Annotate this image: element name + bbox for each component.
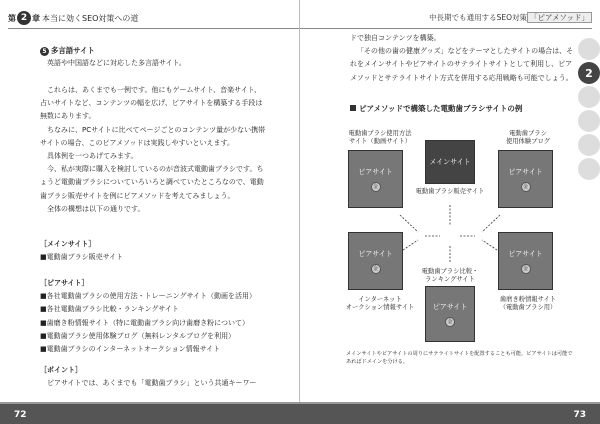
list-item: ■電動歯ブラシのインターネットオークション情報サイト — [40, 345, 221, 354]
paragraph: 「その他の歯の健康グッズ」などをテーマとしたサイトの場合は、それをメインサイトやピアサイトのサテライトサイトとして利用し、ピアメソッドとサテライトサイト方式を併用する応用戦略も可能でしょう。 — [350, 47, 574, 82]
peer-site-box-bottom-left: ピアサイト 金 — [348, 232, 403, 290]
paragraph: 今、私が実際に購入を検討しているのが音波式電動歯ブラシです。ちょうど電動歯ブラシについていろいろと調べていたところなので、電動歯ブラシ販売サイトを例にピアメソッドを考えてみましょう。 — [40, 165, 264, 200]
peer-site-block — [40, 277, 268, 356]
footer-bar — [0, 404, 300, 424]
main-site-heading: ［メインサイト］ — [40, 240, 96, 248]
paragraph: 全体の構想は以下の通りです。 — [47, 204, 145, 213]
paragraph: ドで独自コンテンツを構築。 — [350, 34, 441, 42]
page-number: 72 — [14, 410, 27, 420]
chapter-tab-active[interactable]: 2 — [578, 62, 600, 84]
point-text: ピアサイトでは、あくまでも「電動歯ブラシ」という共通キーワー — [47, 379, 257, 388]
section-block — [40, 44, 268, 70]
right-page — [300, 0, 600, 424]
peer-site-heading: ［ピアサイト］ — [40, 279, 89, 287]
list-item: ■各社電動歯ブラシの使用方法・トレーニングサイト（動画を活用） — [40, 292, 256, 301]
peer-site-box-bottom-center: ピアサイト 金 — [425, 286, 475, 342]
paragraph: 具体例を一つあげてみます。 — [47, 152, 138, 161]
list-item: ■歯磨き粉情報サイト（特に電動歯ブラシ向け歯磨き粉について） — [40, 318, 249, 327]
point-block — [40, 364, 268, 390]
label-middle: 電動歯ブラシ比較・ ランキングサイト — [421, 268, 479, 283]
main-site-block — [40, 238, 268, 264]
running-header: 中長期でも通用するSEO対策 「ピアメソッド」 — [429, 12, 592, 23]
peer-site-box-top-right: ピアサイト 金 — [498, 150, 553, 208]
coin-icon: 金 — [371, 182, 381, 192]
section-number: 5 — [40, 47, 49, 56]
coin-icon: 金 — [371, 264, 381, 274]
coin-icon: 金 — [445, 317, 455, 327]
body-text — [40, 84, 268, 216]
paragraph: ちなみに、PCサイトに比べてページごとのコンテンツ量が少ない携帯サイトの場合、このピアメソッドは実践しやすいといえます。 — [40, 125, 266, 147]
chapter-header — [8, 10, 138, 26]
diagram-caption: メインサイトやピアサイトの周りにサテライトサイトを配置することも可能。ピアサイトは可能であればドメインを分ける。 — [346, 351, 573, 365]
coin-icon: 金 — [521, 182, 531, 192]
header-rule — [8, 28, 299, 29]
label-top-left: 電動歯ブラシ使用方法 サイト（動画サイト） — [348, 130, 412, 145]
label-bottom-left: インターネット オークション情報サイト — [345, 296, 415, 311]
point-heading: ［ポイント］ — [40, 366, 82, 374]
diagram-title: ピアメソッドで構築した電動歯ブラシサイトの例 — [350, 103, 522, 114]
chapter-number: 2 — [17, 11, 31, 25]
section-desc: 英語や中国語などに対応した多言語サイト。 — [47, 59, 186, 68]
arrow-line — [400, 215, 418, 232]
paragraph: これらは、あくまでも一例です。他にもゲームサイト、音楽サイト、占いサイトなど、コンテンツの幅を広げ、ピアサイトを構築する手段は無数にあります。 — [40, 86, 263, 121]
list-item: ■各社電動歯ブラシ比較・ランキングサイト — [40, 305, 179, 314]
label-bottom-right: 歯磨き粉情報サイト （電動歯ブラシ用） — [499, 296, 557, 311]
section-heading: 5 多言語サイト — [40, 44, 268, 57]
chapter-title: 本当に効くSEO対策への道 — [42, 13, 139, 23]
arrow-line — [482, 215, 500, 232]
header-highlight: 「ピアメソッド」 — [527, 12, 592, 23]
chapter-badge: 第 2 章 — [8, 13, 40, 23]
main-site-label: 電動歯ブラシ販売サイト — [415, 188, 485, 195]
page-number: 73 — [573, 410, 586, 420]
main-site-box: メインサイト — [425, 140, 475, 184]
list-item: ■電動歯ブラシ使用体験ブログ（無料レンタルブログを利用） — [40, 331, 236, 340]
peer-site-box-bottom-right: ピアサイト 金 — [498, 232, 553, 290]
peer-site-box-top-left: ピアサイト 金 — [348, 150, 403, 208]
footer-bar — [300, 404, 600, 424]
list-item: ■電動歯ブラシ販売サイト — [40, 253, 124, 262]
label-top-right: 電動歯ブラシ 使用体験ブログ — [505, 130, 551, 145]
coin-icon: 金 — [521, 264, 531, 274]
